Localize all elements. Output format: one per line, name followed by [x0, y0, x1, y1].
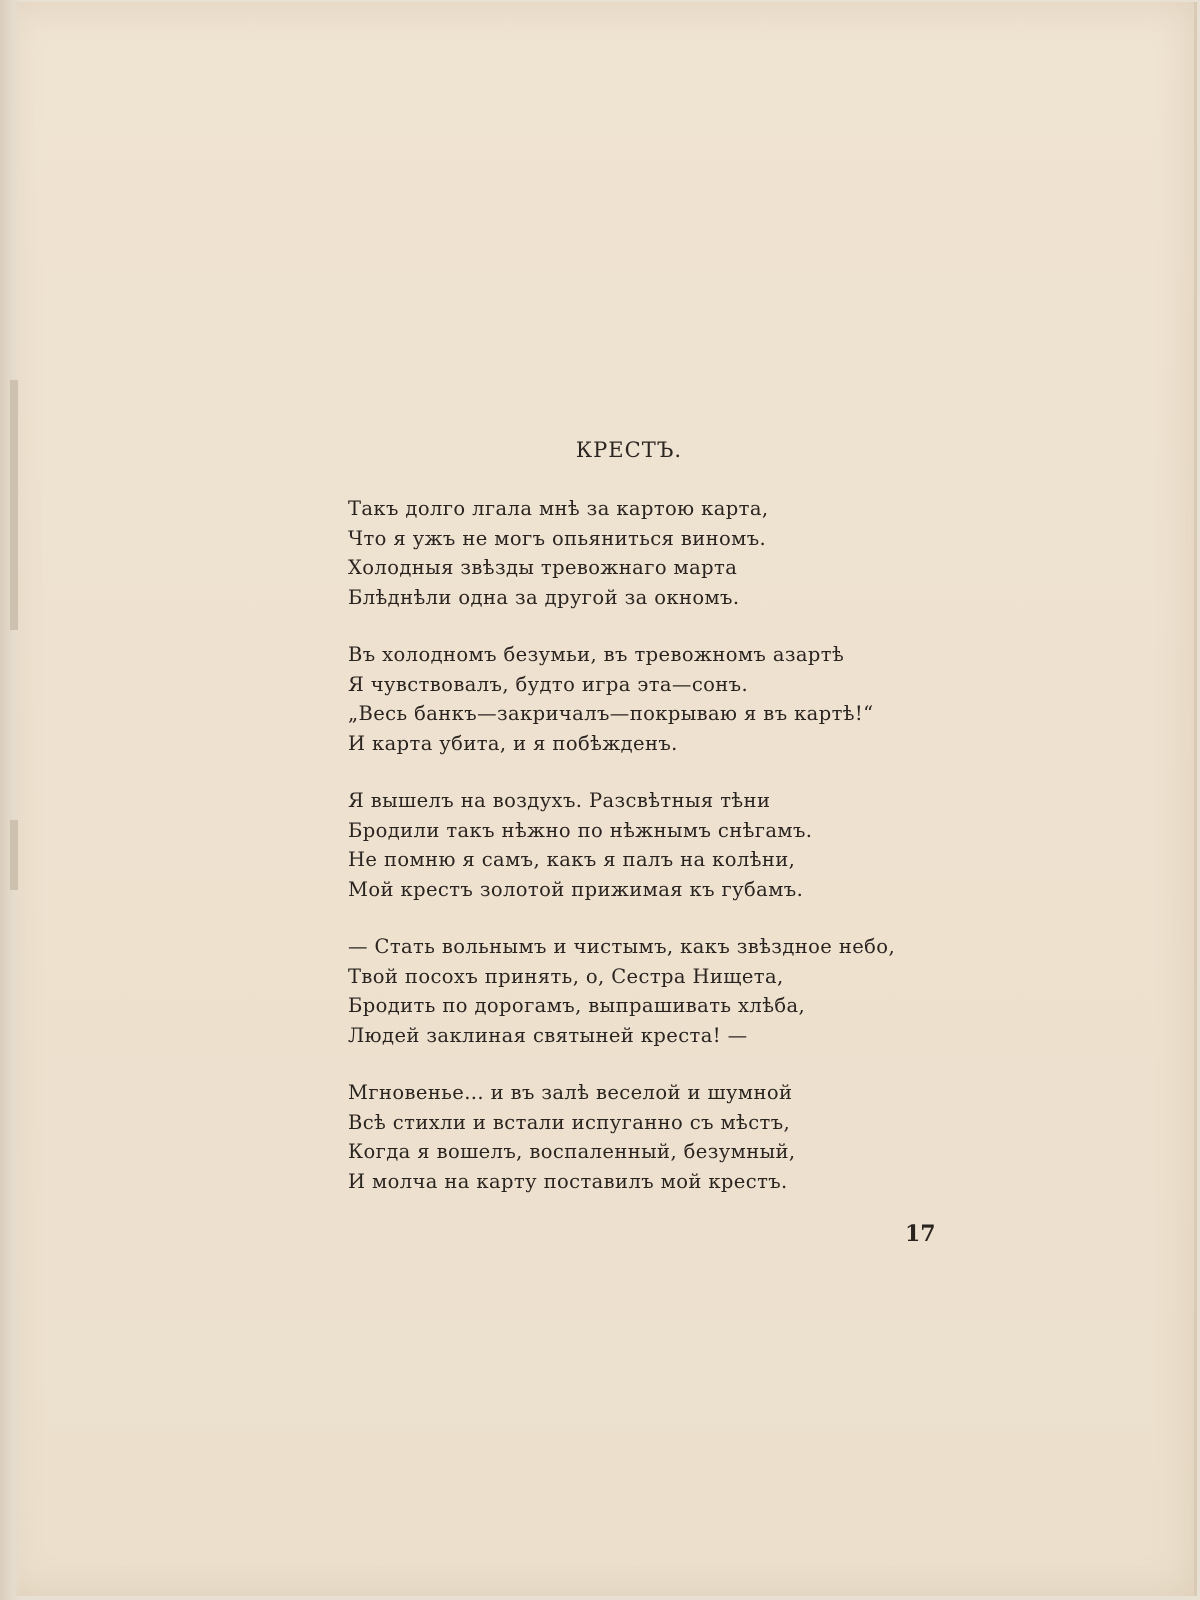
poem-line: „Весь банкъ—закричалъ—покрываю я въ картѣ!“ [348, 702, 874, 725]
poem-line: Я чувствовалъ, будто игра эта—сонъ. [348, 672, 749, 696]
poem-line: Людей заклиная святыней креста! — [348, 1023, 748, 1047]
stanza-1 [348, 494, 948, 612]
page-number: 17 [905, 1221, 936, 1247]
poem-line: Блѣднѣли одна за другой за окномъ. [348, 585, 740, 609]
binding-mark [10, 820, 18, 890]
poem-line: И молча на карту поставилъ мой крестъ. [348, 1169, 788, 1193]
stanza-2 [348, 640, 948, 758]
poem-line: Мой крестъ золотой прижимая къ губамъ. [348, 877, 804, 901]
stanza-4 [348, 932, 948, 1050]
page-spine-edge [0, 0, 22, 1600]
poem-line: Бродили такъ нѣжно по нѣжнымъ снѣгамъ. [348, 818, 813, 842]
poem-line: Когда я вошелъ, воспаленный, безумный, [348, 1140, 796, 1163]
poem-line: Такъ долго лгала мнѣ за картою карта, [348, 497, 769, 520]
poem-line: И карта убита, и я побѣжденъ. [348, 731, 678, 755]
poem-line: Въ холодномъ безумьи, въ тревожномъ азартѣ [348, 643, 845, 666]
poem-line: Не помню я самъ, какъ я палъ на колѣни, [348, 848, 796, 871]
poem-line: — Стать вольнымъ и чистымъ, какъ звѣздное небо, [348, 935, 896, 958]
binding-mark [10, 380, 18, 630]
poem-line: Всѣ стихли и встали испуганно съ мѣстъ, [348, 1110, 791, 1134]
stanza-3 [348, 786, 948, 904]
stanza-5 [348, 1078, 948, 1196]
poem-title: КРЕСТЪ. [575, 438, 683, 462]
poem-line: Бродить по дорогамъ, выпрашивать хлѣба, [348, 994, 806, 1017]
poem-body [348, 494, 948, 1224]
poem-line: Что я ужъ не могъ опьяниться виномъ. [348, 526, 767, 550]
poem-line: Мгновенье... и въ залѣ веселой и шумной [348, 1081, 793, 1104]
poem-line: Твой посохъ принять, о, Сестра Нищета, [348, 964, 784, 988]
poem-line: Я вышелъ на воздухъ. Разсвѣтныя тѣни [348, 789, 771, 812]
poem-line: Холодныя звѣзды тревожнаго марта [348, 556, 738, 579]
